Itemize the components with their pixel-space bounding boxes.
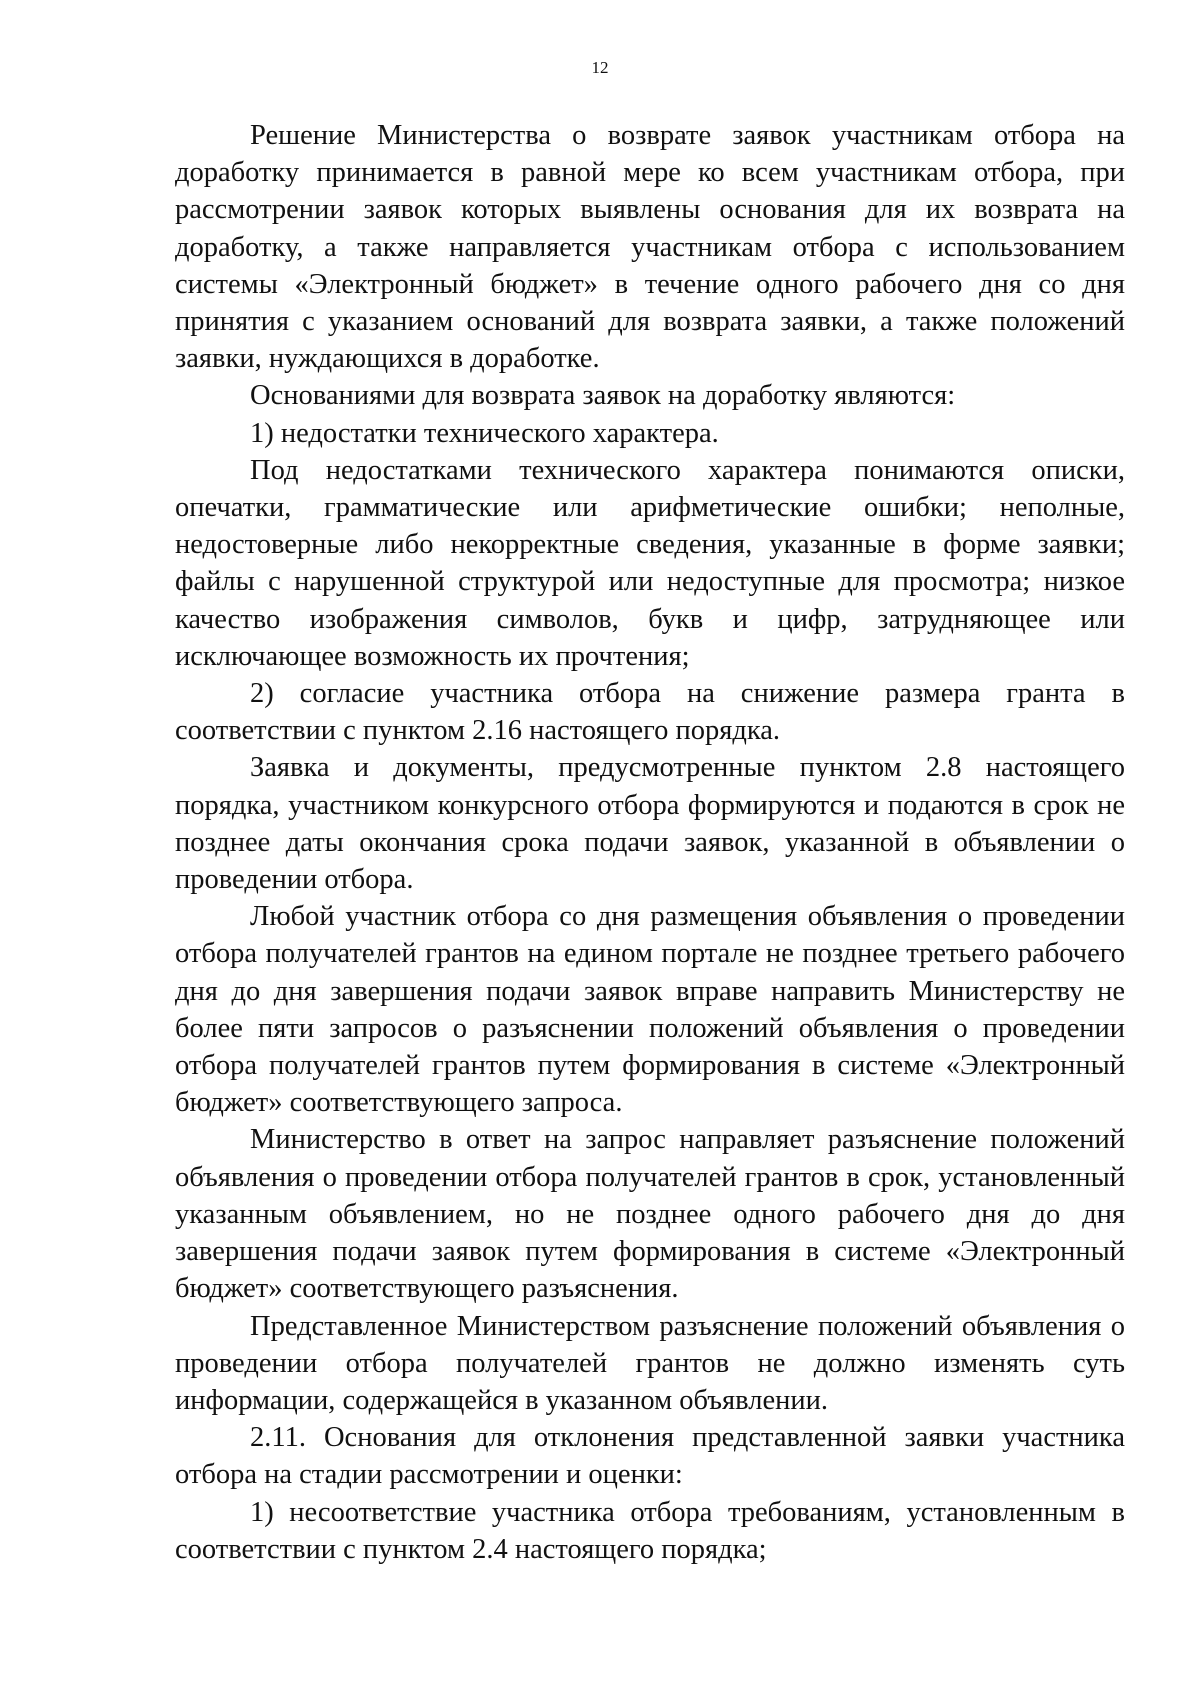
document-body [175, 117, 1125, 1568]
paragraph-ministry-response: Министерство в ответ на запрос направляет разъяснение положений объявления о проведении отбора получателей грантов в срок, установленный указанным объявлением, но не позднее одного рабочего дня до дня завершения подачи заявок путем формирования в системе «Электронный бюджет» соответствующего разъяснения. [175, 1124, 1125, 1305]
paragraph-application-deadline: Заявка и документы, предусмотренные пунктом 2.8 настоящего порядка, участником конкурсного отбора формируются и подаются в срок не позднее даты окончания срока подачи заявок, указанной в объявлении о проведении отбора. [175, 752, 1125, 896]
paragraph-ground-2: 2) согласие участника отбора на снижение размера гранта в соответствии с пунктом 2.16 настоящего порядка. [175, 678, 1125, 747]
paragraph-clarification-scope: Представленное Министерством разъяснение положений объявления о проведении отбора получателей грантов не должно изменять суть информации, содержащейся в указанном объявлении. [175, 1310, 1125, 1416]
paragraph-technical-defects: Под недостатками технического характера понимаются описки, опечатки, грамматические или арифметические ошибки; неполные, недостоверные либо некорректные сведения, указанные в форме заявки; файлы с нарушенной структурой или недоступные для просмотра; низкое качество изображения символов, букв и цифр, затрудняющее или исключающее возможность их прочтения; [175, 454, 1125, 672]
paragraph-rejection-ground-1: 1) несоответствие участника отбора требованиям, установленным в соответствии с пунктом 2.4 настоящего порядка; [175, 1496, 1125, 1565]
page-number: 12 [591, 58, 609, 77]
paragraph-return-decision: Решение Министерства о возврате заявок участникам отбора на доработку принимается в равной мере ко всем участникам отбора, при рассмотрении заявок которых выявлены основания для их возврата на доработку, а также направляется участникам отбора с использованием системы «Электронный бюджет» в течение одного рабочего дня со дня принятия с указанием оснований для возврата заявки, а также положений заявки, нуждающихся в доработке. [175, 120, 1125, 375]
paragraph-return-grounds-heading: Основаниями для возврата заявок на доработку являются: [250, 380, 956, 412]
paragraph-clarification-requests: Любой участник отбора со дня размещения объявления о проведении отбора получателей грантов на едином портале не позднее третьего рабочего дня до дня завершения подачи заявок вправе направить Министерству не более пяти запросов о разъяснении положений объявления о проведении отбора получателей грантов путем формирования в системе «Электронный бюджет» соответствующего запроса. [175, 901, 1125, 1119]
paragraph-ground-1: 1) недостатки технического характера. [250, 417, 719, 449]
paragraph-section-2-11: 2.11. Основания для отклонения представленной заявки участника отбора на стадии рассмотрении и оценки: [175, 1422, 1125, 1491]
